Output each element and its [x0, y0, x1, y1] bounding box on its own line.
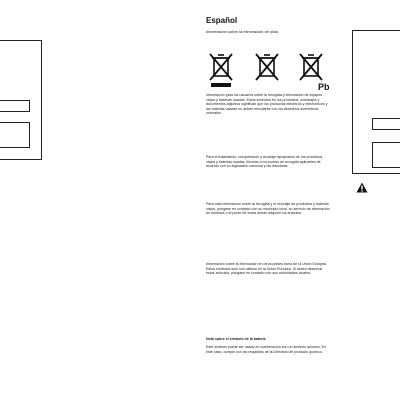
crossed-bin-icon — [254, 52, 280, 88]
section-subheading: Información sobre la eliminación de pilas — [206, 29, 279, 34]
language-heading: Español — [206, 16, 238, 25]
warning-triangle-icon — [356, 182, 368, 193]
battery-note-text: Este símbolo puede ser usado en combinación con un símbolo químico. En este caso, cumple con los requisitos de la Directiva del producto químico. — [206, 345, 327, 354]
right-button-box-1 — [372, 118, 400, 130]
right-warning-text — [356, 196, 400, 316]
body-paragraph-2: Para el tratamiento, recuperación y reciclaje apropiados de los productos viejos y baterías usadas, llévelos a los puntos de recogida aplicables de acuerdo con su legislación nacional y las directivas. — [206, 155, 323, 169]
body-paragraph-4: Información sobre la eliminación en otros países fuera de la Unión Europea. Estos símbolos sólo son válidos en la Unión Europea. Si desea desechar estos artículos, póngase en contacto con sus autoridades locales. — [206, 262, 328, 276]
pb-label: Pb — [318, 82, 330, 92]
right-button-box-2 — [372, 142, 400, 168]
crossed-bin-icon — [208, 52, 234, 88]
left-button-box-1 — [0, 100, 30, 112]
left-body-text — [0, 182, 48, 382]
body-paragraph-1: Información para los usuarios sobre la recogida y eliminación de equipos viejos y baterías usadas. Estos símbolos en los productos, embalajes y documentos adjuntos significan que los productos eléctricos y electrónicos y las baterías usadas no deben mezclarse con los desechos domésticos normales. — [206, 93, 328, 116]
left-button-box-2 — [0, 122, 30, 148]
body-paragraph-3: Para más información sobre la recogida y el reciclaje de productos y baterías viejos, póngase en contacto con su municipio local, su servicio de eliminación de residuos o el punto de venta donde adquirió los artículos. — [206, 202, 330, 216]
battery-note-heading: Nota sobre el símbolo de la batería — [206, 337, 266, 341]
